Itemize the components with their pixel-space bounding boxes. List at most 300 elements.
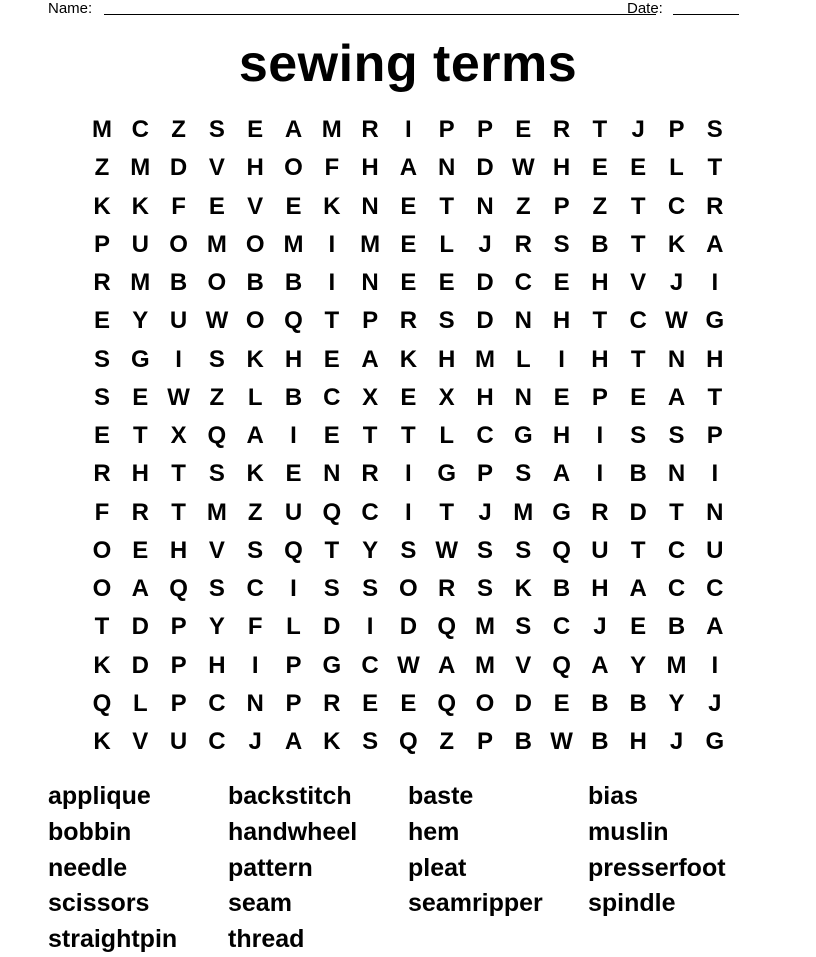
- grid-letter[interactable]: N: [246, 689, 264, 717]
- grid-letter[interactable]: R: [93, 460, 111, 488]
- grid-letter[interactable]: L: [286, 613, 301, 641]
- grid-letter[interactable]: S: [515, 613, 532, 641]
- grid-letter[interactable]: N: [438, 154, 456, 182]
- grid-letter[interactable]: H: [591, 345, 609, 373]
- grid-letter[interactable]: K: [667, 230, 686, 258]
- grid-letter[interactable]: B: [169, 269, 188, 296]
- grid-letter[interactable]: Y: [208, 613, 225, 641]
- grid-letter[interactable]: O: [245, 307, 265, 335]
- grid-letter[interactable]: P: [476, 460, 493, 488]
- grid-letter[interactable]: E: [208, 192, 225, 220]
- grid-letter[interactable]: P: [706, 422, 723, 449]
- grid-letter[interactable]: K: [93, 192, 111, 220]
- grid-letter[interactable]: T: [669, 498, 684, 526]
- grid-letter[interactable]: E: [400, 192, 417, 220]
- grid-letter[interactable]: T: [707, 154, 723, 182]
- grid-letter[interactable]: D: [476, 269, 494, 296]
- grid-letter[interactable]: Q: [284, 307, 303, 335]
- grid-letter[interactable]: A: [706, 613, 724, 641]
- grid-letter[interactable]: S: [247, 536, 264, 564]
- grid-letter[interactable]: N: [514, 383, 532, 411]
- grid-letter[interactable]: F: [171, 192, 186, 220]
- grid-letter[interactable]: P: [285, 651, 302, 679]
- grid-letter[interactable]: V: [247, 192, 264, 220]
- grid-letter[interactable]: O: [399, 575, 418, 602]
- grid-letter[interactable]: Q: [437, 689, 457, 717]
- grid-letter[interactable]: G: [322, 651, 342, 679]
- grid-letter[interactable]: W: [167, 383, 190, 411]
- grid-letter[interactable]: U: [131, 230, 149, 258]
- grid-letter[interactable]: S: [208, 575, 225, 602]
- grid-letter[interactable]: N: [667, 345, 686, 373]
- grid-letter[interactable]: C: [552, 613, 571, 641]
- grid-letter[interactable]: I: [405, 460, 412, 488]
- grid-letter[interactable]: N: [361, 269, 379, 296]
- grid-letter[interactable]: N: [706, 498, 724, 526]
- grid-letter[interactable]: T: [324, 307, 340, 335]
- grid-letter[interactable]: J: [669, 728, 684, 755]
- grid-letter[interactable]: I: [251, 651, 259, 679]
- grid-letter[interactable]: I: [290, 575, 297, 602]
- grid-letter[interactable]: O: [92, 575, 112, 602]
- grid-letter[interactable]: N: [476, 192, 494, 220]
- grid-letter[interactable]: Y: [362, 536, 379, 564]
- grid-letter[interactable]: N: [361, 192, 379, 220]
- grid-letter[interactable]: R: [552, 116, 571, 143]
- grid-letter[interactable]: P: [476, 728, 493, 755]
- grid-letter[interactable]: D: [476, 154, 494, 182]
- grid-letter[interactable]: E: [515, 116, 532, 143]
- grid-letter[interactable]: Z: [171, 116, 186, 143]
- grid-letter[interactable]: N: [323, 460, 341, 488]
- grid-letter[interactable]: H: [208, 651, 226, 679]
- grid-letter[interactable]: I: [405, 498, 412, 526]
- grid-letter[interactable]: S: [438, 307, 455, 335]
- grid-letter[interactable]: S: [208, 345, 225, 373]
- grid-letter[interactable]: C: [131, 116, 149, 143]
- grid-letter[interactable]: K: [93, 651, 111, 679]
- grid-letter[interactable]: R: [323, 689, 341, 717]
- grid-letter[interactable]: T: [707, 383, 723, 411]
- grid-letter[interactable]: S: [93, 345, 110, 373]
- grid-letter[interactable]: K: [246, 345, 264, 373]
- grid-letter[interactable]: H: [591, 269, 609, 296]
- grid-letter[interactable]: H: [552, 307, 571, 335]
- grid-letter[interactable]: H: [246, 154, 264, 182]
- grid-letter[interactable]: V: [132, 728, 149, 755]
- grid-letter[interactable]: P: [438, 116, 455, 143]
- grid-letter[interactable]: W: [205, 307, 229, 335]
- grid-letter[interactable]: C: [629, 307, 647, 335]
- grid-letter[interactable]: E: [553, 689, 570, 717]
- grid-letter[interactable]: C: [246, 575, 264, 602]
- grid-letter[interactable]: E: [323, 422, 340, 449]
- grid-letter[interactable]: Z: [209, 383, 225, 411]
- grid-letter[interactable]: S: [362, 575, 379, 602]
- grid-letter[interactable]: Q: [322, 498, 342, 526]
- grid-row: [0, 188, 816, 226]
- grid-letter[interactable]: Z: [515, 192, 531, 220]
- grid-letter[interactable]: W: [511, 154, 535, 182]
- grid-letter[interactable]: H: [169, 536, 188, 564]
- grid-letter[interactable]: P: [362, 307, 379, 335]
- grid-letter[interactable]: A: [399, 154, 418, 182]
- grid-letter[interactable]: B: [629, 689, 647, 717]
- grid-letter[interactable]: X: [170, 422, 187, 449]
- grid-letter[interactable]: E: [400, 383, 417, 411]
- grid-letter[interactable]: E: [400, 230, 417, 258]
- grid-letter[interactable]: S: [553, 230, 570, 258]
- grid-letter[interactable]: I: [405, 116, 412, 143]
- grid-letter[interactable]: G: [513, 422, 533, 449]
- grid-letter[interactable]: M: [475, 613, 495, 641]
- grid-letter[interactable]: R: [399, 307, 418, 335]
- grid-letter[interactable]: E: [93, 307, 110, 335]
- grid-letter[interactable]: I: [596, 460, 604, 488]
- grid-letter[interactable]: G: [552, 498, 571, 526]
- grid-letter[interactable]: E: [553, 269, 570, 296]
- grid-letter[interactable]: M: [321, 116, 342, 143]
- grid-letter[interactable]: M: [206, 230, 227, 258]
- grid-letter[interactable]: E: [93, 422, 110, 449]
- grid-letter[interactable]: G: [705, 728, 725, 755]
- grid-letter[interactable]: Z: [247, 498, 263, 526]
- grid-letter[interactable]: W: [435, 536, 459, 564]
- grid-letter[interactable]: S: [515, 460, 532, 488]
- grid-letter[interactable]: M: [475, 345, 495, 373]
- grid-letter[interactable]: Q: [92, 689, 112, 717]
- grid-letter[interactable]: C: [361, 651, 379, 679]
- grid-letter[interactable]: T: [630, 230, 646, 258]
- grid-letter[interactable]: S: [208, 460, 225, 488]
- grid-letter[interactable]: P: [591, 383, 608, 411]
- grid-letter[interactable]: M: [513, 498, 534, 526]
- grid-letter[interactable]: M: [360, 230, 381, 258]
- grid-letter[interactable]: D: [131, 651, 149, 679]
- grid-letter[interactable]: C: [514, 269, 532, 296]
- grid-letter[interactable]: I: [328, 230, 336, 258]
- grid-letter[interactable]: Q: [437, 613, 457, 641]
- grid-letter[interactable]: E: [630, 613, 647, 641]
- grid-letter[interactable]: O: [245, 230, 265, 258]
- grid-letter[interactable]: L: [439, 230, 455, 258]
- grid-letter[interactable]: D: [131, 613, 149, 641]
- grid-letter[interactable]: D: [629, 498, 647, 526]
- grid-letter[interactable]: A: [131, 575, 149, 602]
- grid-letter[interactable]: T: [401, 422, 416, 449]
- grid-letter[interactable]: T: [630, 345, 646, 373]
- word-list-item: needle: [48, 853, 128, 882]
- grid-letter[interactable]: H: [476, 383, 494, 411]
- grid-letter[interactable]: Y: [630, 651, 647, 679]
- grid-letter[interactable]: V: [208, 536, 225, 564]
- grid-letter[interactable]: J: [478, 498, 492, 526]
- grid-letter[interactable]: R: [361, 116, 379, 143]
- grid-letter[interactable]: L: [132, 689, 148, 717]
- grid-letter[interactable]: Y: [132, 307, 149, 335]
- grid-row: [0, 341, 816, 379]
- grid-letter[interactable]: A: [706, 230, 724, 258]
- grid-letter[interactable]: J: [708, 689, 722, 717]
- grid-letter[interactable]: R: [438, 575, 456, 602]
- grid-letter[interactable]: M: [283, 230, 304, 258]
- grid-letter[interactable]: K: [323, 192, 341, 220]
- grid-letter[interactable]: G: [705, 307, 725, 335]
- grid-letter[interactable]: A: [552, 460, 571, 488]
- grid-letter[interactable]: T: [132, 422, 148, 449]
- grid-letter[interactable]: U: [169, 307, 188, 335]
- grid-letter[interactable]: E: [438, 269, 455, 296]
- grid-letter[interactable]: R: [591, 498, 609, 526]
- grid-letter[interactable]: C: [706, 575, 724, 602]
- grid-letter[interactable]: P: [476, 116, 493, 143]
- grid-letter[interactable]: C: [667, 192, 686, 220]
- grid-letter[interactable]: K: [93, 728, 111, 755]
- grid-letter[interactable]: A: [667, 383, 686, 411]
- grid-letter[interactable]: H: [552, 154, 571, 182]
- grid-letter[interactable]: X: [362, 383, 379, 411]
- grid-letter[interactable]: Q: [284, 536, 303, 564]
- grid-letter[interactable]: S: [362, 728, 379, 755]
- grid-letter[interactable]: R: [361, 460, 379, 488]
- grid-letter[interactable]: B: [514, 728, 532, 755]
- grid-letter[interactable]: A: [284, 728, 303, 755]
- grid-letter[interactable]: H: [284, 345, 303, 373]
- grid-letter[interactable]: B: [284, 269, 303, 296]
- grid-letter[interactable]: S: [208, 116, 225, 143]
- grid-letter[interactable]: Q: [207, 422, 227, 449]
- grid-letter[interactable]: A: [361, 345, 379, 373]
- grid-letter[interactable]: I: [711, 651, 719, 679]
- grid-letter[interactable]: I: [558, 345, 565, 373]
- grid-letter[interactable]: J: [478, 230, 492, 258]
- grid-letter[interactable]: P: [285, 689, 302, 717]
- grid-letter[interactable]: L: [439, 422, 455, 449]
- grid-row: [0, 608, 816, 646]
- grid-letter[interactable]: K: [131, 192, 149, 220]
- grid-letter[interactable]: D: [323, 613, 341, 641]
- grid-letter[interactable]: B: [246, 269, 264, 296]
- grid-letter[interactable]: A: [246, 422, 264, 449]
- grid-letter[interactable]: H: [706, 345, 724, 373]
- grid-letter[interactable]: E: [323, 345, 340, 373]
- grid-letter[interactable]: P: [170, 689, 187, 717]
- grid-letter[interactable]: E: [132, 536, 149, 564]
- grid-letter[interactable]: V: [515, 651, 532, 679]
- grid-letter[interactable]: Q: [399, 728, 418, 755]
- grid-letter[interactable]: M: [130, 269, 151, 296]
- grid-letter[interactable]: S: [668, 422, 685, 449]
- grid-letter[interactable]: T: [171, 460, 186, 488]
- grid-letter[interactable]: A: [591, 651, 609, 679]
- grid-letter[interactable]: U: [169, 728, 188, 755]
- page-title: sewing terms: [238, 35, 578, 93]
- grid-letter[interactable]: V: [630, 269, 647, 296]
- grid-letter[interactable]: T: [439, 192, 455, 220]
- grid-letter[interactable]: A: [438, 651, 456, 679]
- grid-letter[interactable]: B: [667, 613, 686, 641]
- grid-letter[interactable]: S: [323, 575, 340, 602]
- grid-letter[interactable]: M: [92, 116, 112, 143]
- grid-letter[interactable]: M: [206, 498, 227, 526]
- grid-letter[interactable]: O: [92, 536, 112, 564]
- grid-letter[interactable]: Y: [668, 689, 685, 717]
- grid-letter[interactable]: C: [323, 383, 341, 411]
- date-label: Date:: [627, 0, 663, 17]
- grid-letter[interactable]: O: [284, 154, 303, 182]
- grid-letter[interactable]: S: [706, 116, 723, 143]
- grid-letter[interactable]: H: [361, 154, 379, 182]
- grid-letter[interactable]: S: [400, 536, 417, 564]
- grid-letter[interactable]: D: [169, 154, 188, 182]
- grid-letter[interactable]: U: [706, 536, 724, 564]
- grid-letter[interactable]: E: [630, 383, 647, 411]
- grid-letter[interactable]: T: [171, 498, 186, 526]
- grid-letter[interactable]: Q: [552, 536, 571, 564]
- grid-letter[interactable]: E: [285, 460, 302, 488]
- grid-letter[interactable]: C: [667, 575, 686, 602]
- grid-letter[interactable]: B: [629, 460, 647, 488]
- grid-letter[interactable]: E: [247, 116, 264, 143]
- grid-letter[interactable]: I: [711, 460, 719, 488]
- grid-letter[interactable]: F: [247, 613, 263, 641]
- grid-letter[interactable]: S: [476, 575, 493, 602]
- grid-letter[interactable]: J: [248, 728, 262, 755]
- grid-letter[interactable]: U: [284, 498, 303, 526]
- grid-letter[interactable]: P: [170, 613, 187, 641]
- grid-letter[interactable]: I: [711, 269, 719, 296]
- grid-letter[interactable]: H: [552, 422, 571, 449]
- grid-letter[interactable]: T: [630, 192, 646, 220]
- grid-letter[interactable]: F: [324, 154, 340, 182]
- grid-letter[interactable]: R: [706, 192, 724, 220]
- grid-letter[interactable]: H: [131, 460, 149, 488]
- grid-letter[interactable]: D: [476, 307, 494, 335]
- grid-letter[interactable]: D: [399, 613, 418, 641]
- grid-letter[interactable]: M: [475, 651, 495, 679]
- grid-letter[interactable]: B: [591, 230, 609, 258]
- grid-letter[interactable]: T: [592, 116, 608, 143]
- grid-letter[interactable]: W: [550, 728, 573, 755]
- grid-letter[interactable]: K: [514, 575, 532, 602]
- grid-letter[interactable]: P: [668, 116, 685, 143]
- grid-letter[interactable]: T: [324, 536, 340, 564]
- grid-letter[interactable]: H: [591, 575, 609, 602]
- grid-letter[interactable]: T: [439, 498, 455, 526]
- grid-letter[interactable]: S: [476, 536, 493, 564]
- grid-letter[interactable]: E: [362, 689, 379, 717]
- grid-letter[interactable]: Z: [94, 154, 110, 182]
- grid-letter[interactable]: E: [400, 269, 417, 296]
- grid-letter[interactable]: A: [284, 116, 303, 143]
- grid-letter[interactable]: M: [666, 651, 687, 679]
- grid-letter[interactable]: B: [591, 689, 609, 717]
- grid-letter[interactable]: I: [290, 422, 297, 449]
- grid-row: [0, 455, 816, 493]
- grid-letter[interactable]: P: [93, 230, 110, 258]
- grid-letter[interactable]: G: [130, 345, 150, 373]
- grid-letter[interactable]: G: [437, 460, 457, 488]
- grid-letter[interactable]: J: [669, 269, 684, 296]
- grid-letter[interactable]: H: [629, 728, 647, 755]
- grid-letter[interactable]: J: [593, 613, 607, 641]
- grid-letter[interactable]: I: [175, 345, 182, 373]
- grid-letter[interactable]: I: [366, 613, 374, 641]
- grid-letter[interactable]: O: [475, 689, 495, 717]
- grid-letter[interactable]: T: [592, 307, 608, 335]
- word-list-item: pattern: [228, 853, 313, 882]
- grid-letter[interactable]: L: [247, 383, 263, 411]
- grid-letter[interactable]: B: [591, 728, 609, 755]
- grid-letter[interactable]: N: [667, 460, 686, 488]
- grid-letter[interactable]: S: [630, 422, 647, 449]
- grid-letter[interactable]: R: [514, 230, 532, 258]
- grid-letter[interactable]: C: [208, 728, 226, 755]
- grid-letter[interactable]: X: [438, 383, 455, 411]
- grid-letter[interactable]: Q: [552, 651, 571, 679]
- grid-row: [0, 226, 816, 264]
- grid-letter[interactable]: E: [132, 383, 149, 411]
- grid-letter[interactable]: V: [208, 154, 225, 182]
- grid-letter[interactable]: S: [515, 536, 532, 564]
- grid-letter[interactable]: C: [361, 498, 379, 526]
- grid-row: [0, 494, 816, 532]
- grid-letter[interactable]: O: [169, 230, 188, 258]
- grid-letter[interactable]: O: [207, 269, 227, 296]
- grid-letter[interactable]: F: [94, 498, 110, 526]
- grid-letter[interactable]: E: [400, 689, 417, 717]
- grid-letter[interactable]: D: [514, 689, 532, 717]
- grid-letter[interactable]: K: [246, 460, 264, 488]
- grid-letter[interactable]: L: [515, 345, 531, 373]
- grid-letter[interactable]: T: [94, 613, 110, 641]
- grid-letter[interactable]: U: [591, 536, 609, 564]
- grid-letter[interactable]: J: [631, 116, 645, 143]
- grid-letter[interactable]: K: [323, 728, 341, 755]
- grid-letter[interactable]: P: [170, 651, 187, 679]
- grid-letter[interactable]: T: [362, 422, 378, 449]
- grid-letter[interactable]: W: [397, 651, 420, 679]
- grid-letter[interactable]: C: [208, 689, 226, 717]
- grid-letter[interactable]: L: [669, 154, 684, 182]
- grid-letter[interactable]: M: [130, 154, 151, 182]
- grid-letter[interactable]: B: [552, 575, 571, 602]
- grid-letter[interactable]: W: [665, 307, 688, 335]
- word-list-item: bobbin: [48, 817, 132, 846]
- grid-letter[interactable]: E: [285, 192, 302, 220]
- grid-letter[interactable]: R: [93, 269, 111, 296]
- grid-letter[interactable]: S: [93, 383, 110, 411]
- grid-letter[interactable]: I: [596, 422, 604, 449]
- grid-letter[interactable]: K: [399, 345, 418, 373]
- grid-letter[interactable]: E: [630, 154, 647, 182]
- grid-letter[interactable]: E: [553, 383, 570, 411]
- grid-letter[interactable]: N: [514, 307, 532, 335]
- grid-letter[interactable]: I: [328, 269, 336, 296]
- grid-letter[interactable]: C: [476, 422, 494, 449]
- grid-letter[interactable]: Z: [592, 192, 608, 220]
- grid-letter[interactable]: B: [284, 383, 303, 411]
- grid-letter[interactable]: R: [131, 498, 149, 526]
- grid-letter[interactable]: E: [591, 154, 608, 182]
- grid-letter[interactable]: P: [553, 192, 570, 220]
- grid-letter[interactable]: H: [438, 345, 456, 373]
- grid-letter[interactable]: C: [667, 536, 686, 564]
- grid-letter[interactable]: A: [629, 575, 647, 602]
- grid-letter[interactable]: T: [630, 536, 646, 564]
- grid-letter[interactable]: Q: [169, 575, 188, 602]
- grid-letter[interactable]: Z: [439, 728, 455, 755]
